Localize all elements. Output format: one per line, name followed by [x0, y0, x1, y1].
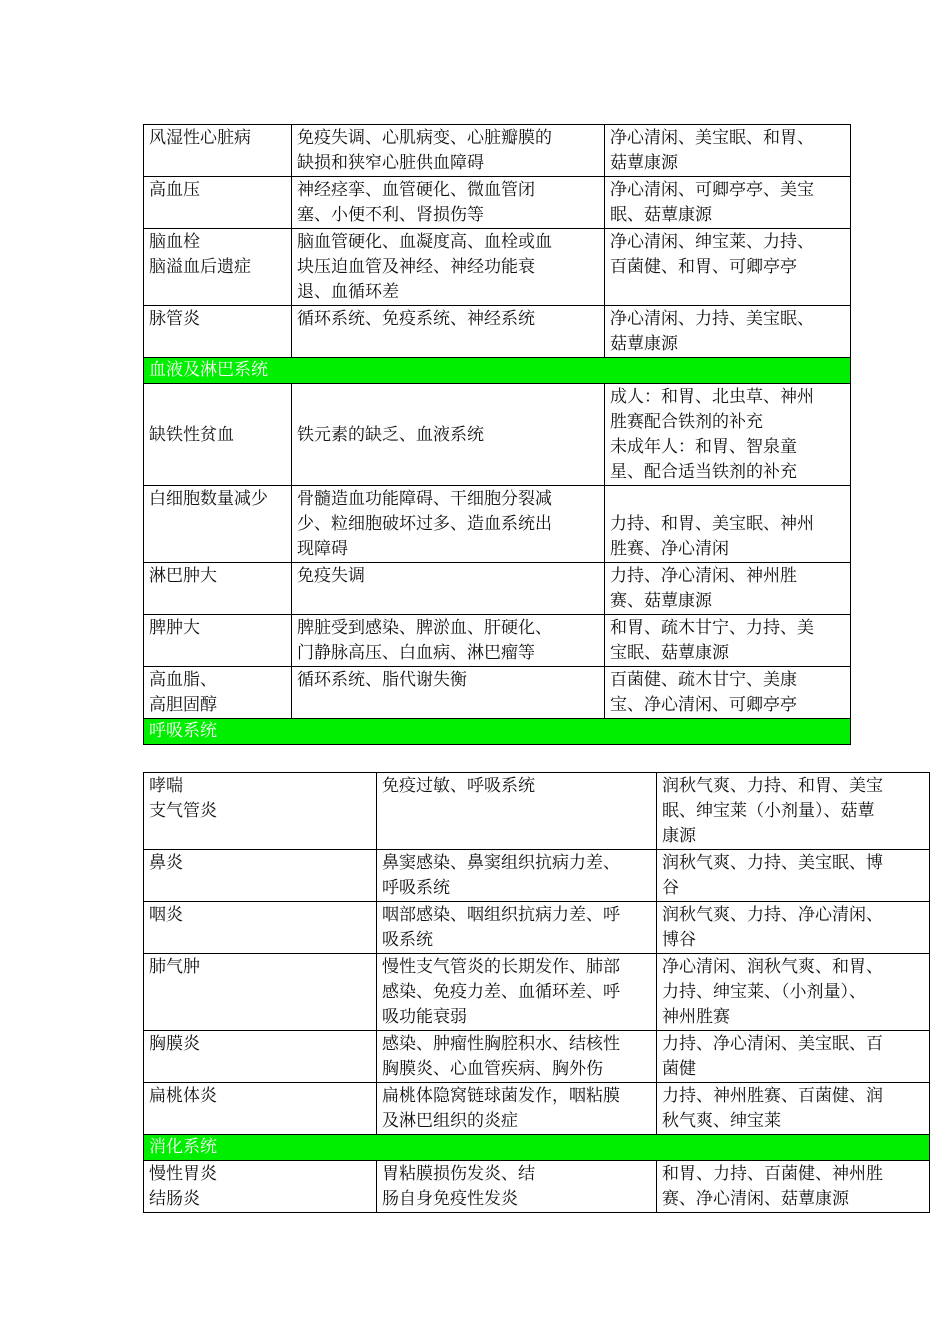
products-cell: 净心清闲、美宝眠、和胃、 菇蕈康源	[605, 125, 851, 177]
table-row	[144, 667, 851, 719]
cause-cell: 慢性支气管炎的长期发作、肺部 感染、免疫力差、血循环差、呼 吸功能衰弱	[377, 954, 657, 1031]
disease-cell: 脑血栓 脑溢血后遗症	[144, 229, 292, 306]
table-row	[144, 615, 851, 667]
table-row	[144, 384, 851, 486]
products-cell: 百菌健、疏木甘宁、美康 宝、净心清闲、可卿亭亭	[605, 667, 851, 719]
disease-cell: 白细胞数量减少	[144, 486, 292, 563]
products-cell: 净心清闲、绅宝莱、力持、 百菌健、和胃、可卿亭亭	[605, 229, 851, 306]
table-row	[144, 773, 930, 850]
products-cell: 润秋气爽、力持、和胃、美宝 眠、绅宝莱（小剂量）、菇蕈 康源	[657, 773, 930, 850]
disease-cell: 慢性胃炎 结肠炎	[144, 1161, 377, 1213]
cause-cell: 免疫过敏、呼吸系统	[377, 773, 657, 850]
disease-cell: 高血压	[144, 177, 292, 229]
products-cell: 成人：和胃、北虫草、神州 胜赛配合铁剂的补充 未成年人：和胃、智泉童 星、配合适当铁剂的补充	[605, 384, 851, 486]
section-header-row	[144, 719, 851, 745]
section-header: 消化系统	[144, 1135, 930, 1161]
products-cell: 净心清闲、力持、美宝眠、 菇蕈康源	[605, 306, 851, 358]
section-header: 呼吸系统	[144, 719, 851, 745]
products-cell: 和胃、力持、百菌健、神州胜 赛、净心清闲、菇蕈康源	[657, 1161, 930, 1213]
table-row	[144, 1031, 930, 1083]
table-row	[144, 306, 851, 358]
cause-cell: 免疫失调	[292, 563, 605, 615]
products-cell: 和胃、疏木甘宁、力持、美 宝眠、菇蕈康源	[605, 615, 851, 667]
disease-cell: 淋巴肿大	[144, 563, 292, 615]
table-row	[144, 177, 851, 229]
cause-cell: 神经痉挛、血管硬化、微血管闭 塞、小便不利、肾损伤等	[292, 177, 605, 229]
section-header-row	[144, 358, 851, 384]
disease-cell: 哮喘 支气管炎	[144, 773, 377, 850]
disease-cell: 高血脂、 高胆固醇	[144, 667, 292, 719]
table-row	[144, 1083, 930, 1135]
disease-cell: 脉管炎	[144, 306, 292, 358]
disease-cell: 鼻炎	[144, 850, 377, 902]
cause-cell: 脑血管硬化、血凝度高、血栓或血 块压迫血管及神经、神经功能衰 退、血循环差	[292, 229, 605, 306]
disease-cell: 咽炎	[144, 902, 377, 954]
section-header-row	[144, 1135, 930, 1161]
table-row	[144, 563, 851, 615]
cause-cell: 循环系统、免疫系统、神经系统	[292, 306, 605, 358]
table-row	[144, 125, 851, 177]
products-cell: 润秋气爽、力持、净心清闲、 博谷	[657, 902, 930, 954]
table-row	[144, 486, 851, 563]
disease-cell: 胸膜炎	[144, 1031, 377, 1083]
table-row	[144, 902, 930, 954]
cause-cell: 胃粘膜损伤发炎、结 肠自身免疫性发炎	[377, 1161, 657, 1213]
products-cell: 力持、和胃、美宝眠、神州 胜赛、净心清闲	[605, 486, 851, 563]
table-row	[144, 1161, 930, 1213]
disease-cell: 风湿性心脏病	[144, 125, 292, 177]
cause-cell: 脾脏受到感染、脾淤血、肝硬化、 门静脉高压、白血病、淋巴瘤等	[292, 615, 605, 667]
section-header: 血液及淋巴系统	[144, 358, 851, 384]
products-cell: 力持、净心清闲、美宝眠、百 菌健	[657, 1031, 930, 1083]
products-cell: 净心清闲、可卿亭亭、美宝 眠、菇蕈康源	[605, 177, 851, 229]
cause-cell: 咽部感染、咽组织抗病力差、呼 吸系统	[377, 902, 657, 954]
products-cell: 润秋气爽、力持、美宝眠、博 谷	[657, 850, 930, 902]
cause-cell: 扁桃体隐窝链球菌发作，咽粘膜 及淋巴组织的炎症	[377, 1083, 657, 1135]
disease-cell: 缺铁性贫血	[144, 384, 292, 486]
cause-cell: 免疫失调、心肌病变、心脏瓣膜的 缺损和狭窄心脏供血障碍	[292, 125, 605, 177]
cause-cell: 骨髓造血功能障碍、干细胞分裂减 少、粒细胞破坏过多、造血系统出 现障碍	[292, 486, 605, 563]
products-cell: 力持、神州胜赛、百菌健、润 秋气爽、绅宝莱	[657, 1083, 930, 1135]
disease-cell: 脾肿大	[144, 615, 292, 667]
disease-table-2	[143, 772, 930, 1213]
disease-cell: 扁桃体炎	[144, 1083, 377, 1135]
table-row	[144, 954, 930, 1031]
cause-cell: 循环系统、脂代谢失衡	[292, 667, 605, 719]
cause-cell: 鼻窦感染、鼻窦组织抗病力差、 呼吸系统	[377, 850, 657, 902]
table-row	[144, 229, 851, 306]
disease-cell: 肺气肿	[144, 954, 377, 1031]
disease-table-1	[143, 124, 851, 745]
products-cell: 力持、净心清闲、神州胜 赛、菇蕈康源	[605, 563, 851, 615]
cause-cell: 感染、肿瘤性胸腔积水、结核性 胸膜炎、心血管疾病、胸外伤	[377, 1031, 657, 1083]
cause-cell: 铁元素的缺乏、血液系统	[292, 384, 605, 486]
products-cell: 净心清闲、润秋气爽、和胃、 力持、绅宝莱、（小剂量）、 神州胜赛	[657, 954, 930, 1031]
table-row	[144, 850, 930, 902]
